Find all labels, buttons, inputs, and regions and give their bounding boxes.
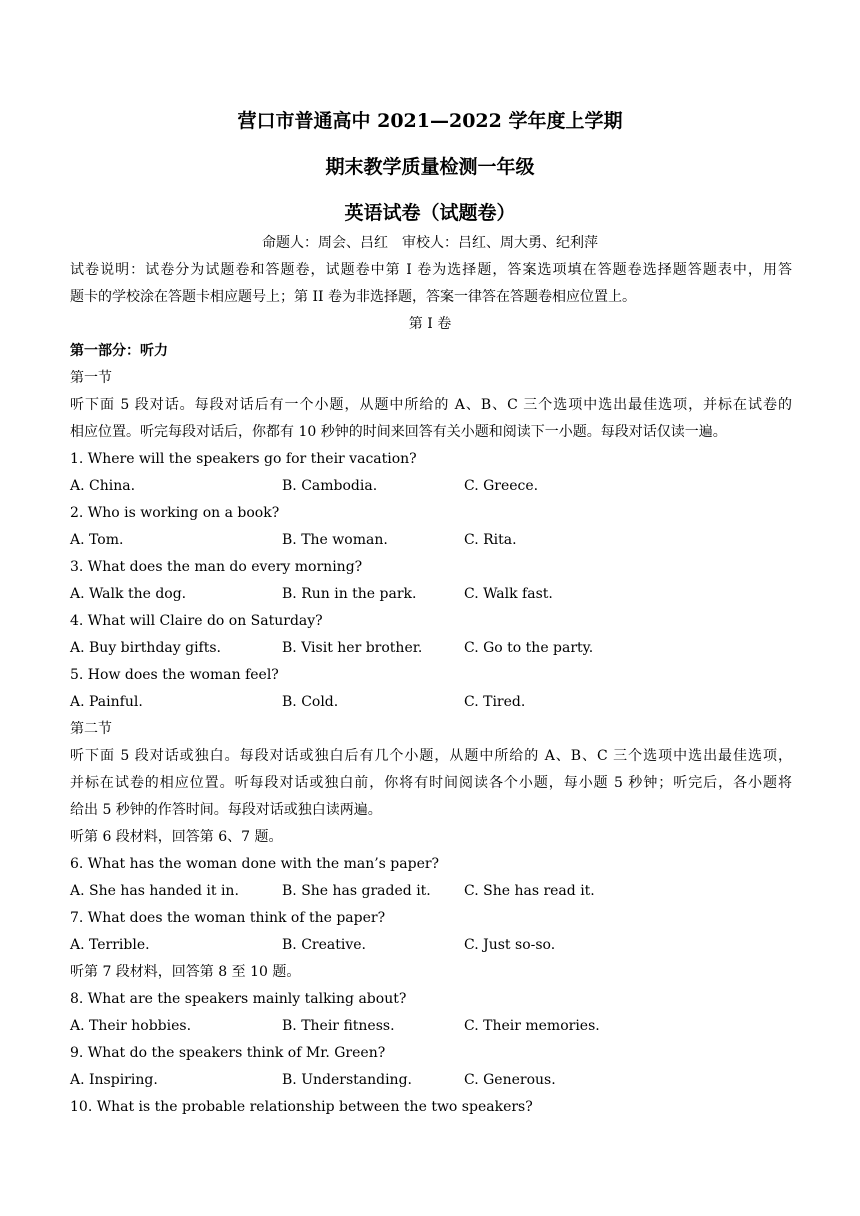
option-c: C. Walk fast. [464, 586, 553, 602]
option-b: B. Cold. [282, 694, 339, 710]
exam-paper-name: 英语试卷（试题卷） [344, 202, 516, 224]
section2-label: 第二节 [70, 721, 112, 737]
option-c: C. Just so-so. [464, 937, 556, 953]
section1-intro-1: 听下面 5 段对话。每段对话后有一个小题，从题中所给的 A、B、C 三个选项中选出最佳选项，并标在试卷的 [70, 397, 792, 413]
option-c: C. Go to the party. [464, 640, 594, 656]
exam-title: 营口市普通高中 2021—2022 学年度上学期 [237, 110, 623, 132]
option-a: A. Tom. [70, 532, 124, 548]
option-a: A. Their hobbies. [70, 1018, 192, 1034]
option-c: C. Greece. [464, 478, 539, 494]
material-6-instruction: 听第 6 段材料，回答第 6、7 题。 [70, 829, 283, 845]
option-b: B. Run in the park. [282, 586, 417, 602]
section2-intro-3: 给出 5 秒钟的作答时间。每段对话或独白读两遍。 [70, 802, 382, 818]
part1-heading: 第一部分：听力 [70, 343, 168, 359]
material-7-instruction: 听第 7 段材料，回答第 8 至 10 题。 [70, 964, 301, 980]
option-c: C. Their memories. [464, 1018, 600, 1034]
section1-label: 第一节 [70, 370, 112, 386]
option-a: A. China. [70, 478, 136, 494]
option-b: B. The woman. [282, 532, 388, 548]
option-a: A. Terrible. [70, 937, 150, 953]
section1-intro-2: 相应位置。听完每段对话后，你都有 10 秒钟的时间来回答有关小题和阅读下一小题。每段对话仅读一遍。 [70, 424, 727, 440]
option-a: A. Painful. [70, 694, 143, 710]
option-c: C. Generous. [464, 1072, 556, 1088]
section2-intro-2: 并标在试卷的相应位置。听每段对话或独白前，你将有时间阅读各个小题，每小题 5 秒钟；听完后，各小题将 [70, 775, 792, 791]
option-a: A. Walk the dog. [70, 586, 187, 602]
authors-line: 命题人：周会、吕红 审校人：吕红、周大勇、纪利萍 [262, 235, 598, 251]
question-3: 3. What does the man do every morning? [70, 559, 363, 575]
question-5: 5. How does the woman feel? [70, 667, 279, 683]
question-10: 10. What is the probable relationship between the two speakers? [70, 1099, 533, 1115]
question-1: 1. Where will the speakers go for their vacation? [70, 451, 417, 467]
option-b: B. Creative. [282, 937, 366, 953]
section2-intro-1: 听下面 5 段对话或独白。每段对话或独白后有几个小题，从题中所给的 A、B、C 三个选项中选出最佳选项， [70, 748, 792, 764]
option-a: A. Buy birthday gifts. [70, 640, 221, 656]
option-c: C. She has read it. [464, 883, 595, 899]
instructions-line-2: 题卡的学校涂在答题卡相应题号上；第 II 卷为非选择题，答案一律答在答题卷相应位置上。 [70, 289, 636, 305]
question-6: 6. What has the woman done with the man’s paper? [70, 856, 440, 872]
option-c: C. Tired. [464, 694, 526, 710]
option-b: B. Understanding. [282, 1072, 412, 1088]
exam-subtitle: 期末教学质量检测一年级 [325, 156, 535, 178]
question-2: 2. Who is working on a book? [70, 505, 280, 521]
option-a: A. Inspiring. [70, 1072, 158, 1088]
option-b: B. Their fitness. [282, 1018, 395, 1034]
option-a: A. She has handed it in. [70, 883, 239, 899]
volume-label: 第 I 卷 [408, 316, 452, 332]
option-b: B. Visit her brother. [282, 640, 423, 656]
question-7: 7. What does the woman think of the paper? [70, 910, 386, 926]
question-9: 9. What do the speakers think of Mr. Green? [70, 1045, 386, 1061]
option-b: B. Cambodia. [282, 478, 378, 494]
question-4: 4. What will Claire do on Saturday? [70, 613, 323, 629]
question-8: 8. What are the speakers mainly talking about? [70, 991, 407, 1007]
instructions-line-1: 试卷说明：试卷分为试题卷和答题卷，试题卷中第 I 卷为选择题，答案选项填在答题卷选择题答题表中，用答 [70, 262, 792, 278]
option-c: C. Rita. [464, 532, 517, 548]
option-b: B. She has graded it. [282, 883, 431, 899]
